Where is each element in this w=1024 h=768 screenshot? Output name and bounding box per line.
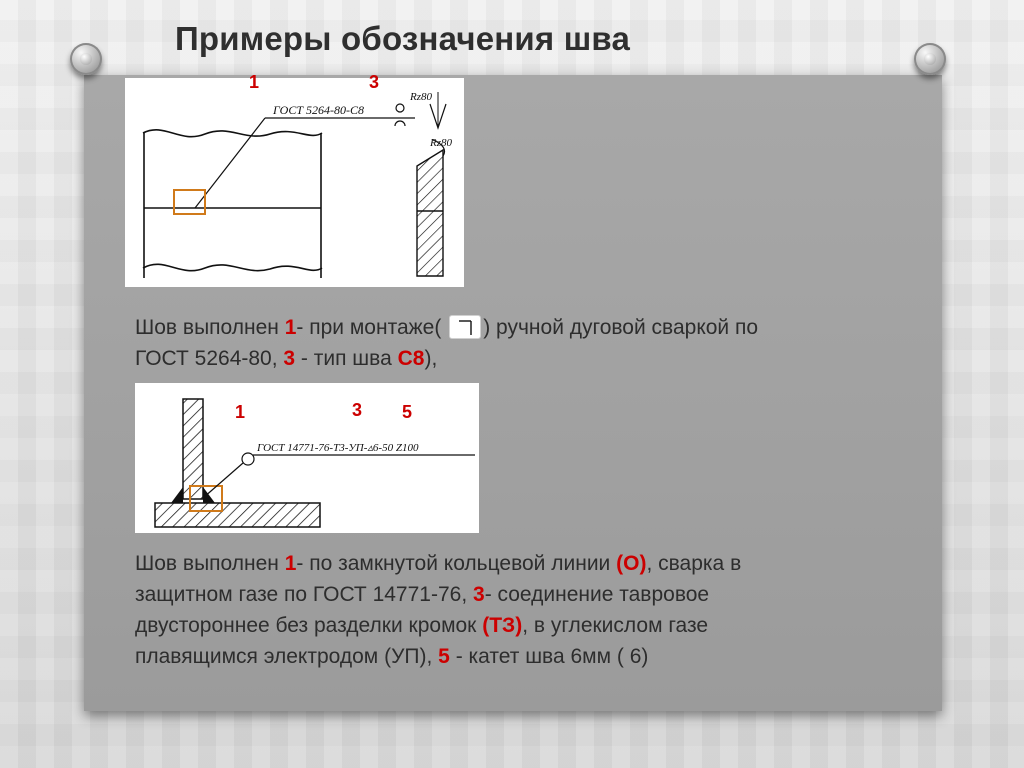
callout-1-fig2: 1 <box>235 402 246 422</box>
mounting-flag-icon <box>449 315 481 339</box>
weld-drawing-2-svg <box>135 383 479 533</box>
page-title: Примеры обозначения шва <box>175 20 631 57</box>
callout-1-fig1: 1 <box>249 72 260 92</box>
description-2: Шов выполнен 1- по замкнутой кольцевой линии (О), сварка в защитном газе по ГОСТ 14771-76, 3- соединение тавровое двустороннее без разделки кромок (ТЗ), в углекислом газе плавящимся электродом (УП), 5 - катет шва 6мм ( 6) <box>135 552 742 668</box>
callout-3-fig1: 3 <box>369 72 380 92</box>
pin-left-icon <box>70 43 102 75</box>
description-1: Шов выполнен 1- при монтаже( ) ручной дуговой сваркой по ГОСТ 5264-80, 3 - тип шва С8), <box>135 316 759 370</box>
weld-drawing-1-svg <box>125 78 464 287</box>
rz-label-top: Rz80 <box>410 91 432 103</box>
callout-3-fig2: 3 <box>352 400 363 420</box>
gost-label-2: ГОСТ 14771-76-Т3-УП-▵6-50 Z100 <box>257 442 419 454</box>
pin-right-icon <box>914 43 946 75</box>
figure-weld-drawing-1 <box>125 78 464 287</box>
figure-weld-drawing-2 <box>135 383 479 533</box>
gost-label-1: ГОСТ 5264-80-С8 <box>273 103 365 117</box>
rz-label-bottom: Rz80 <box>430 137 452 149</box>
callout-5-fig2: 5 <box>402 402 413 422</box>
